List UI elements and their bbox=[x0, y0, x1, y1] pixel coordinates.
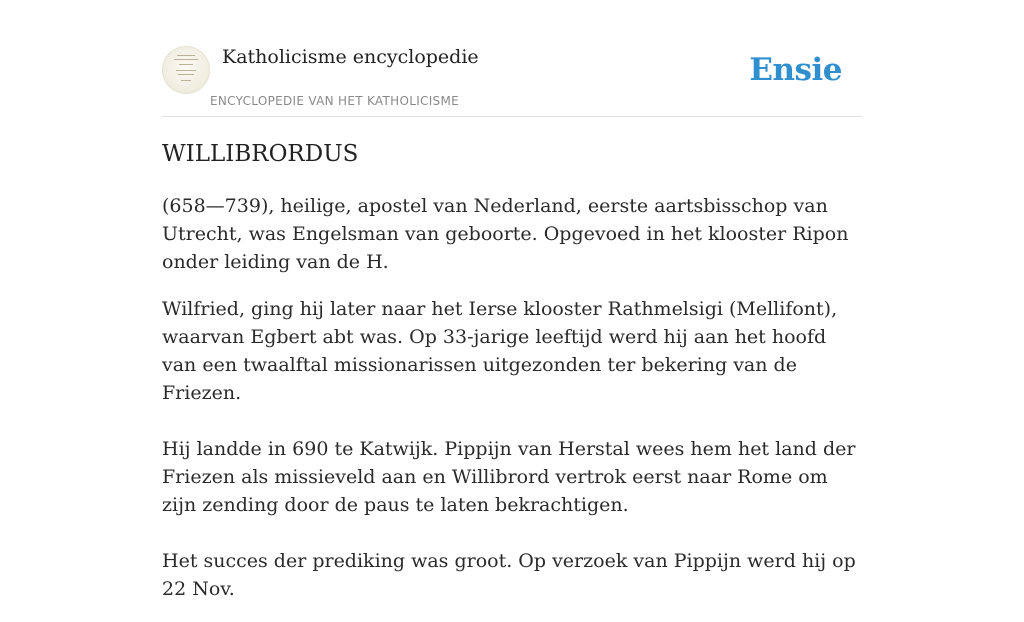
site-subtitle: ENCYCLOPEDIE VAN HET KATHOLICISME bbox=[210, 94, 459, 108]
encyclopedia-cover-icon[interactable] bbox=[162, 46, 210, 94]
site-name[interactable]: Katholicisme encyclopedie bbox=[222, 46, 479, 68]
article-paragraph: Het succes der prediking was groot. Op verzoek van Pippijn werd hij op 22 Nov. bbox=[162, 550, 856, 600]
site-header bbox=[162, 44, 862, 117]
article-paragraph: (658—739), heilige, apostel van Nederland, eerste aartsbisschop van Utrecht, was Engelsman van geboorte. Opgevoed in het klooster Ripon onder leiding van de H. bbox=[162, 195, 849, 273]
article-paragraph: Hij landde in 690 te Katwijk. Pippijn van Herstal wees hem het land der Friezen als missieveld aan en Willibrord vertrok eerst naar Rome om zijn zending door de paus te laten bekrachtigen. bbox=[162, 438, 856, 516]
article-paragraph: Wilfried, ging hij later naar het Ierse klooster Rathmelsigi (Mellifont), waarvan Egbert abt was. Op 33-jarige leeftijd werd hij aan het hoofd van een twaalftal missionarissen uitgezonden ter bekering van de Friezen. bbox=[162, 298, 838, 404]
article bbox=[162, 138, 862, 622]
article-title: WILLIBRORDUS bbox=[162, 141, 359, 167]
ensie-logo-link[interactable]: Ensie bbox=[749, 52, 842, 88]
